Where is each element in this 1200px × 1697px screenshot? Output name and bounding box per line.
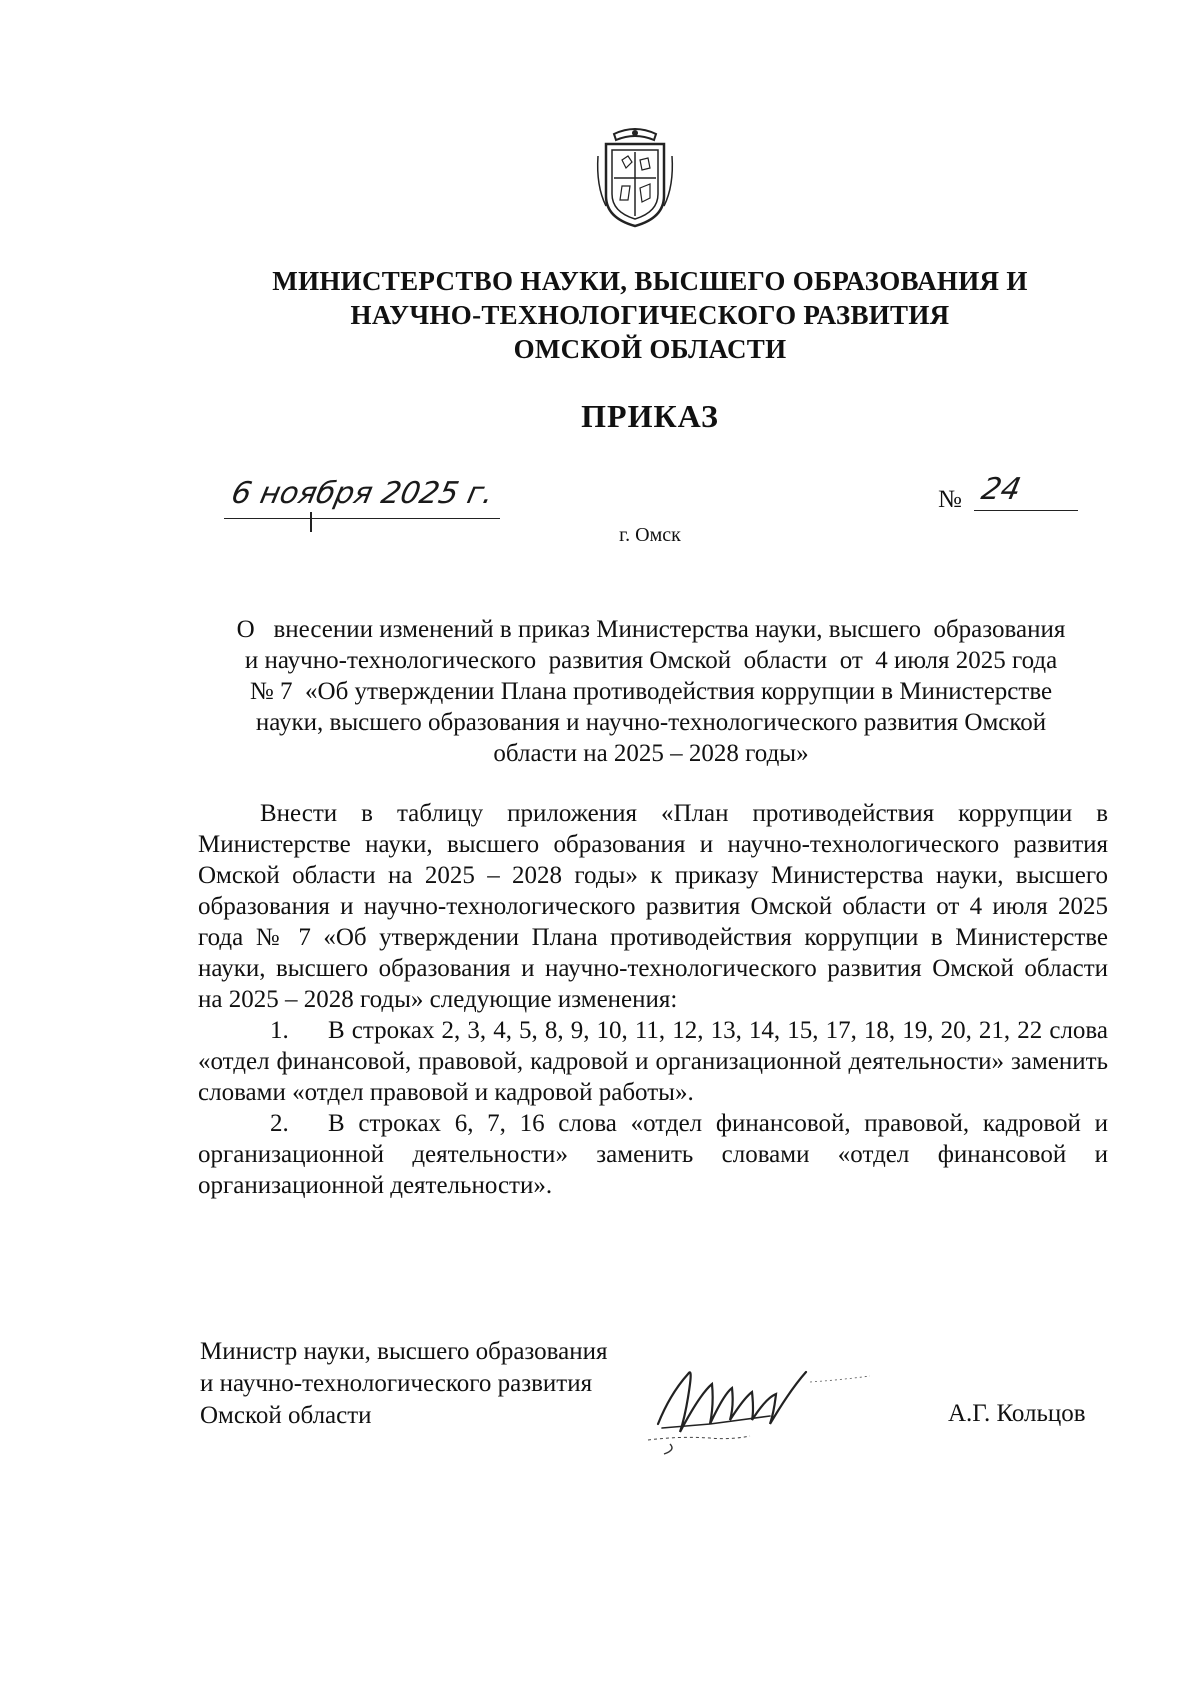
signer-title [200, 1336, 607, 1432]
ministry-line-1: МИНИСТЕРСТВО НАУКИ, ВЫСШЕГО ОБРАЗОВАНИЯ И [272, 266, 1028, 296]
signer-name: А.Г. Кольцов [948, 1400, 1086, 1427]
item-number: 2. [270, 1110, 289, 1137]
number-label: № [938, 486, 962, 513]
ministry-name [180, 264, 1120, 366]
city-name: г. Омск [619, 524, 681, 546]
handwritten-date: 6 ноября 2025 г. [228, 476, 497, 511]
signer-title-line-1: Министр науки, высшего образования [200, 1338, 608, 1365]
signer-title-line-2: и научно-технологического развития [200, 1370, 593, 1397]
subject-line-3: № 7 «Об утверждении Плана противодействия коррупции в Министерстве [249, 678, 1053, 705]
number-underline [974, 510, 1078, 511]
subject-line-1: О внесении изменений в приказ Министерства науки, высшего образования [236, 616, 1066, 643]
subject-line-5: области на 2025 – 2028 годы» [493, 740, 809, 767]
signer-title-line-3: Омской области [200, 1402, 372, 1429]
document-type-title: ПРИКАЗ [581, 398, 719, 434]
handwritten-number: 24 [978, 472, 1024, 507]
order-subject [195, 614, 1107, 769]
handwritten-signature [640, 1354, 890, 1474]
item-text: В строках 2, 3, 4, 5, 8, 9, 10, 11, 12, 13, 14, 15, 17, 18, 19, 20, 21, 22 слова «отдел финансовой, правовой, кадровой и организационной деятельности» заменить словами «отдел правовой и кадровой работы». [198, 1017, 1108, 1106]
order-body [198, 798, 1108, 1201]
body-intro-paragraph: Внести в таблицу приложения «План противодействия коррупции в Министерстве науки, высшего образования и научно-технологического развития Омской области на 2025 – 2028 годы» к приказу Министерства науки, высшего образования и научно-технологического развития Омской области от 4 июля 2025 года № 7 «Об утверждении Плана противодействия коррупции в Министерстве науки, высшего образования и научно-технологического развития Омской области на 2025 – 2028 годы» следующие изменения: [198, 800, 1108, 1013]
body-item-1 [198, 1015, 1108, 1108]
item-text: В строках 6, 7, 16 слова «отдел финансовой, правовой, кадровой и организационной деятельности» заменить словами «отдел финансовой и организационной деятельности». [198, 1110, 1108, 1199]
body-item-2 [198, 1108, 1108, 1201]
subject-line-2: и научно-технологического развития Омской области от 4 июля 2025 года [244, 647, 1058, 674]
item-number: 1. [270, 1017, 289, 1044]
ministry-line-2: НАУЧНО-ТЕХНОЛОГИЧЕСКОГО РАЗВИТИЯ [350, 300, 950, 330]
coat-of-arms-icon [592, 126, 678, 230]
subject-line-4: науки, высшего образования и научно-технологического развития Омской [255, 709, 1047, 736]
ministry-line-3: ОМСКОЙ ОБЛАСТИ [513, 334, 787, 364]
